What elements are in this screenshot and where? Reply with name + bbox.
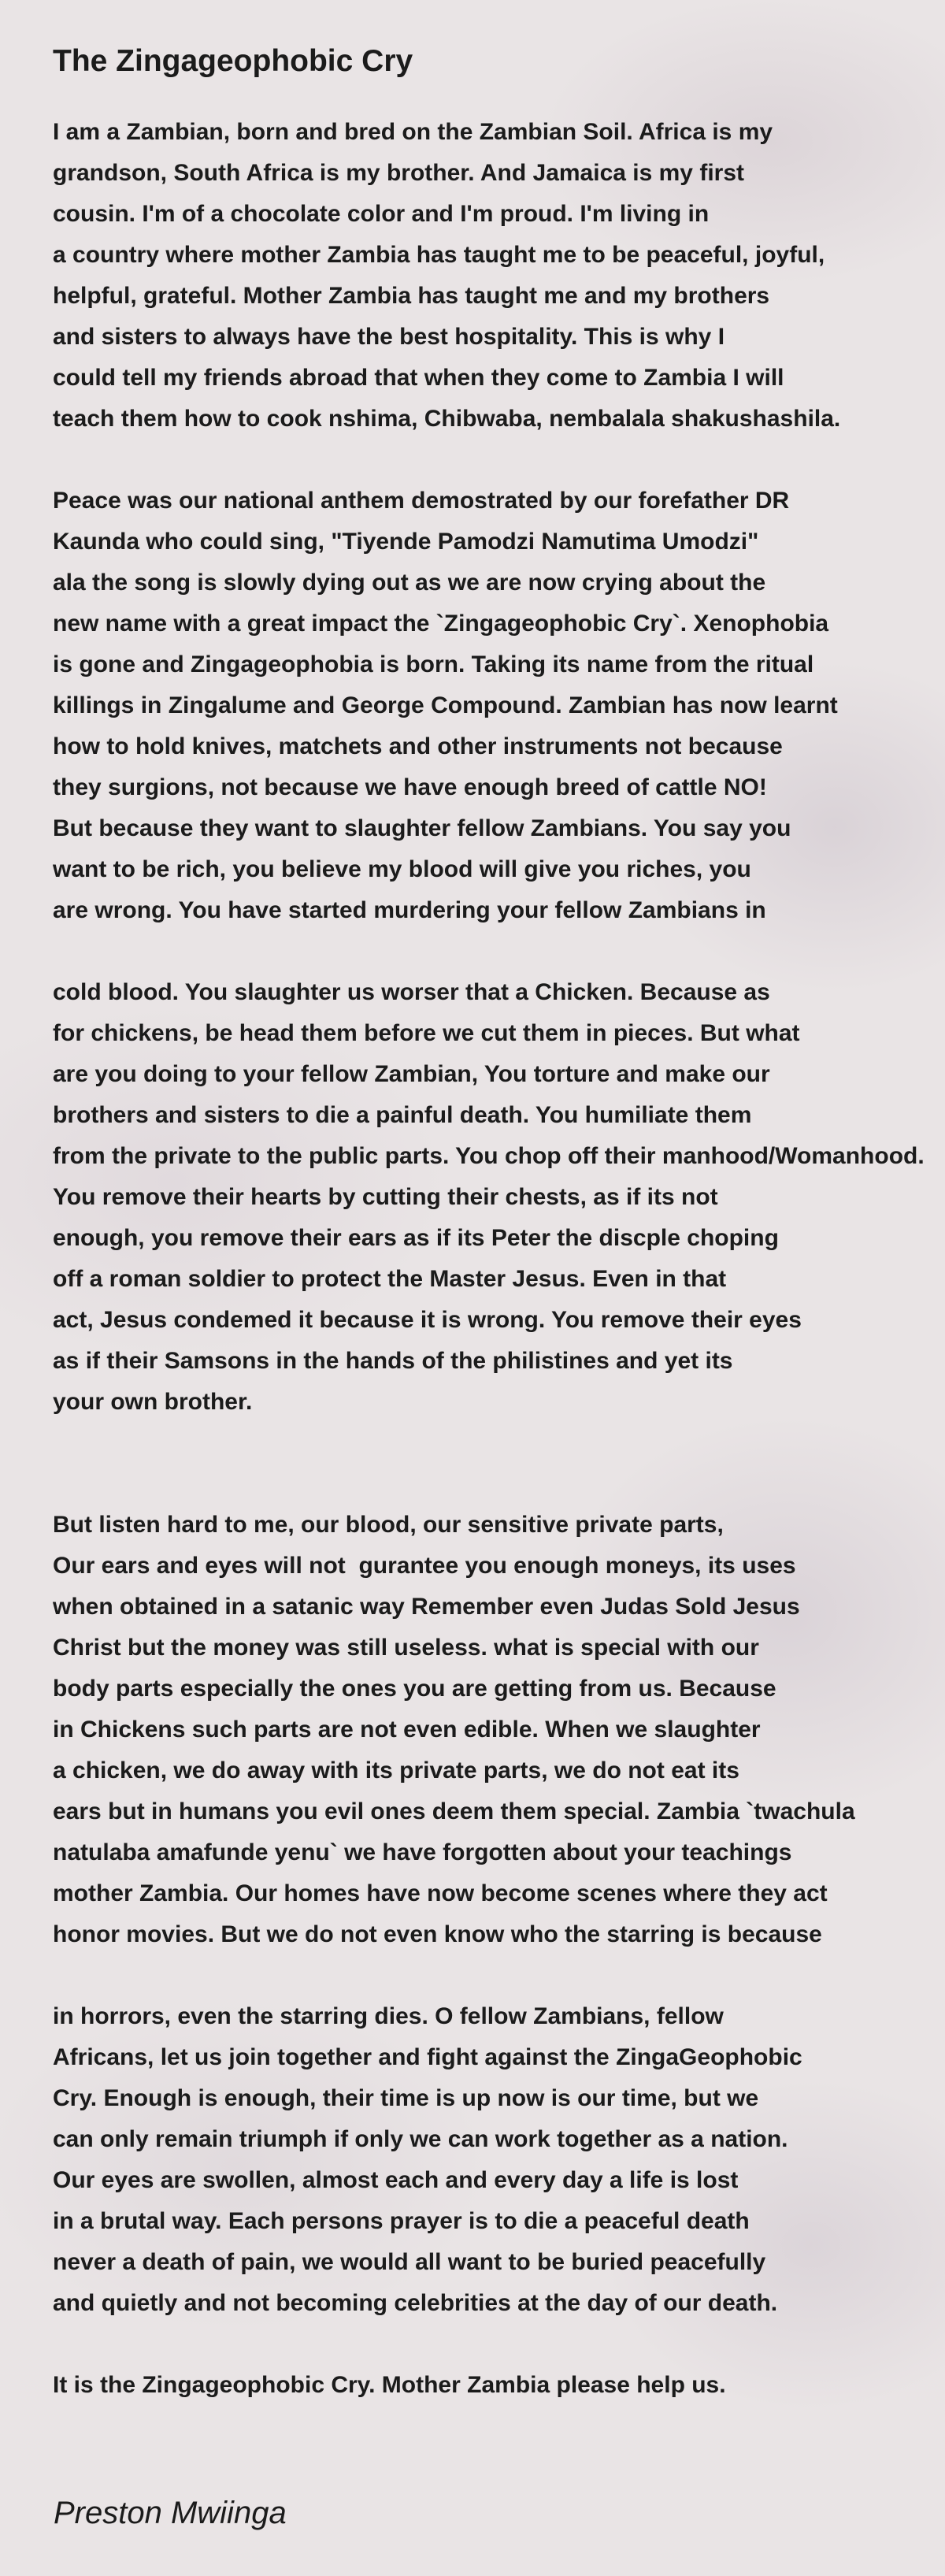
poem-line: act, Jesus condemed it because it is wrong. You remove their eyes — [53, 1307, 802, 1333]
poem-line: Christ but the money was still useless. what is special with our — [53, 1635, 759, 1661]
poem-line: Our ears and eyes will not gurantee you enough moneys, its uses — [53, 1553, 796, 1579]
poem-line: body parts especially the ones you are getting from us. Because — [53, 1676, 776, 1702]
poem-line: new name with a great impact the `Zingageophobic Cry`. Xenophobia — [53, 611, 829, 637]
poem-line: Peace was our national anthem demostrated by our forefather DR — [53, 488, 790, 514]
poem-line: Cry. Enough is enough, their time is up now is our time, but we — [53, 2085, 759, 2111]
stanza-4 — [53, 1505, 945, 1955]
stanza-spacer — [53, 71, 945, 112]
poem-line: killings in Zingalume and George Compound. Zambian has now learnt — [53, 692, 838, 718]
poem-line: they surgions, not because we have enough breed of cattle NO! — [53, 774, 767, 800]
poem-line: But listen hard to me, our blood, our sensitive private parts, — [53, 1512, 724, 1538]
poem-line: are wrong. You have started murdering your fellow Zambians in — [53, 897, 766, 923]
poem-line: in Chickens such parts are not even edible. When we slaughter — [53, 1717, 761, 1743]
poem-line: I am a Zambian, born and bred on the Zambian Soil. Africa is my — [53, 119, 773, 145]
poem-line: and quietly and not becoming celebrities at the day of our death. — [53, 2290, 778, 2316]
poem-line: brothers and sisters to die a painful death. You humiliate them — [53, 1102, 752, 1128]
poem-line: and sisters to always have the best hospitality. This is why I — [53, 324, 725, 350]
poem-line: Africans, let us join together and fight against the ZingaGeophobic — [53, 2044, 802, 2070]
poem-line: enough, you remove their ears as if its Peter the discple choping — [53, 1225, 779, 1251]
poem-line: is gone and Zingageophobia is born. Taking its name from the ritual — [53, 651, 814, 677]
poem-line: But because they want to slaughter fellow Zambians. You say you — [53, 815, 791, 841]
poem-body — [53, 71, 945, 2406]
poem-line: a country where mother Zambia has taught me to be peaceful, joyful, — [53, 242, 825, 268]
poem-author[interactable]: Preston Mwiinga — [54, 2496, 287, 2530]
poem-line: from the private to the public parts. You chop off their manhood/Womanhood. — [53, 1143, 925, 1169]
stanza-spacer — [53, 440, 945, 481]
poem-line: never a death of pain, we would all want to be buried peacefully — [53, 2249, 766, 2275]
poem-line: in horrors, even the starring dies. O fellow Zambians, fellow — [53, 2003, 724, 2029]
stanza-5 — [53, 1996, 945, 2324]
stanza-spacer — [53, 2324, 945, 2365]
poem-line: teach them how to cook nshima, Chibwaba, nembalala shakushashila. — [53, 406, 841, 432]
poem-line: Kaunda who could sing, "Tiyende Pamodzi Namutima Umodzi" — [53, 529, 759, 555]
poem-line: You remove their hearts by cutting their chests, as if its not — [53, 1184, 718, 1210]
poem-line: ears but in humans you evil ones deem them special. Zambia `twachula — [53, 1798, 855, 1824]
poem-line: cousin. I'm of a chocolate color and I'm proud. I'm living in — [53, 201, 710, 227]
poem-title: The Zingageophobic Cry — [53, 44, 413, 78]
poem-line: grandson, South Africa is my brother. And Jamaica is my first — [53, 160, 744, 186]
poem-line: when obtained in a satanic way Remember even Judas Sold Jesus — [53, 1594, 800, 1620]
poem-line: for chickens, be head them before we cut them in pieces. But what — [53, 1020, 800, 1046]
poem-line: mother Zambia. Our homes have now become scenes where they act — [53, 1880, 828, 1906]
stanza-spacer — [53, 1955, 945, 1996]
poem-line: cold blood. You slaughter us worser that a Chicken. Because as — [53, 979, 770, 1005]
poem-line: a chicken, we do away with its private parts, we do not eat its — [53, 1758, 739, 1784]
poem-line: natulaba amafunde yenu` we have forgotten about your teachings — [53, 1839, 792, 1865]
stanza-spacer — [53, 1423, 945, 1505]
poem-line: It is the Zingageophobic Cry. Mother Zambia please help us. — [53, 2372, 726, 2398]
poem-line: in a brutal way. Each persons prayer is to die a peaceful death — [53, 2208, 750, 2234]
poem-line: Our eyes are swollen, almost each and every day a life is lost — [53, 2167, 739, 2193]
stanza-6 — [53, 2365, 945, 2406]
poem-line: honor movies. But we do not even know who the starring is because — [53, 1921, 822, 1947]
poem-line: are you doing to your fellow Zambian, You torture and make our — [53, 1061, 770, 1087]
poem-line: as if their Samsons in the hands of the philistines and yet its — [53, 1348, 733, 1374]
stanza-2 — [53, 481, 945, 931]
poem-line: your own brother. — [53, 1389, 253, 1415]
stanza-3 — [53, 972, 945, 1423]
poem-line: could tell my friends abroad that when they come to Zambia I will — [53, 365, 784, 391]
poem-line: can only remain triumph if only we can work together as a nation. — [53, 2126, 788, 2152]
poem-line: want to be rich, you believe my blood will give you riches, you — [53, 856, 751, 882]
stanza-1 — [53, 112, 945, 440]
stanza-spacer — [53, 931, 945, 972]
poem-line: how to hold knives, matchets and other instruments not because — [53, 733, 783, 759]
poem-line: off a roman soldier to protect the Master Jesus. Even in that — [53, 1266, 727, 1292]
poem-line: ala the song is slowly dying out as we are now crying about the — [53, 570, 766, 596]
poem-line: helpful, grateful. Mother Zambia has taught me and my brothers — [53, 283, 770, 309]
